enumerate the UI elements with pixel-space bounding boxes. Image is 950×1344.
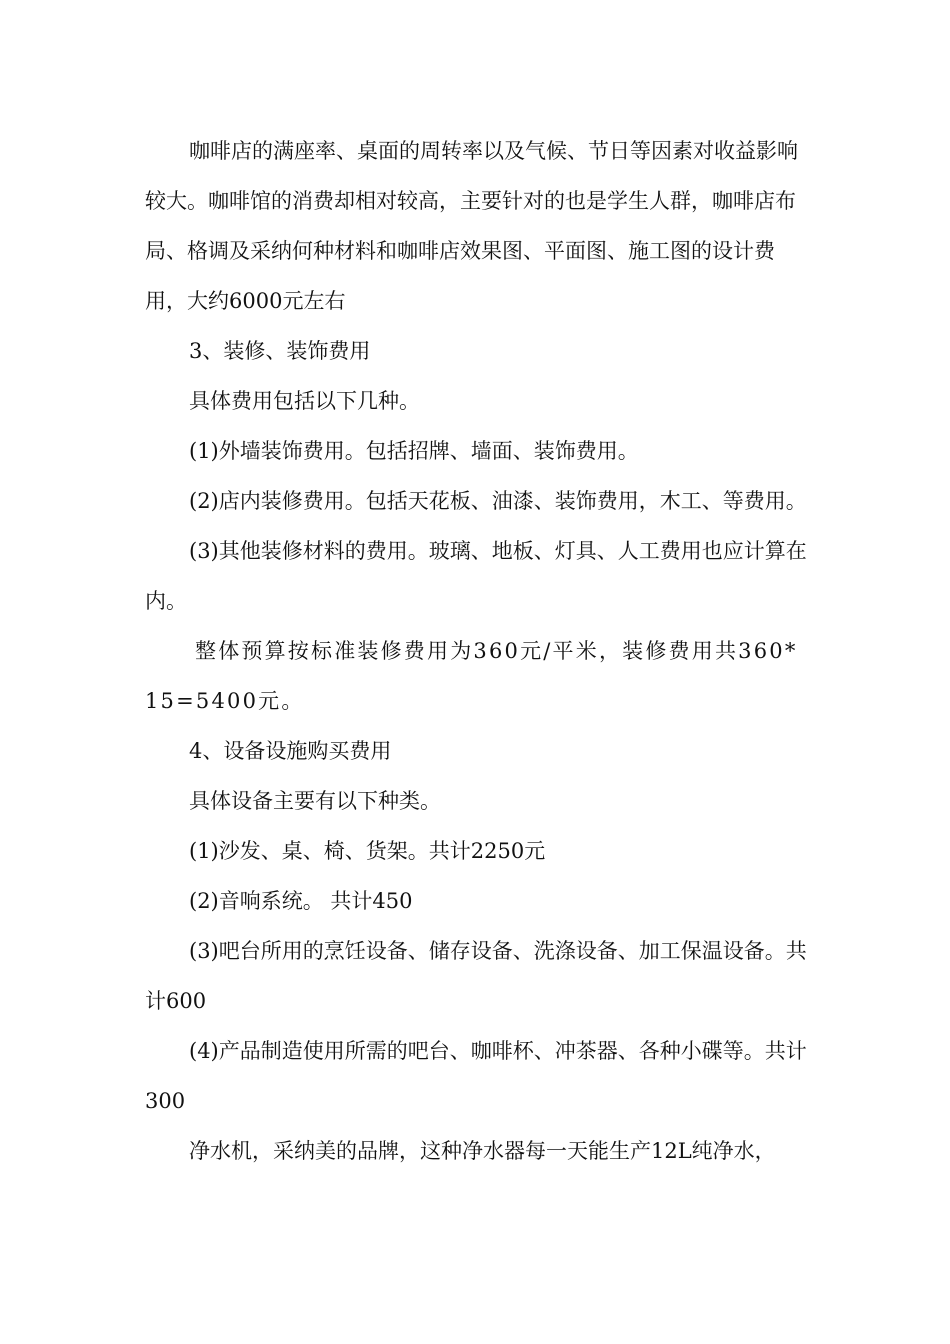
heading-equipment-costs: 4、设备设施购买费用	[189, 739, 392, 763]
list-item-bar-equipment: (3)吧台所用的烹饪设备、储存设备、洗涤设备、加工保温设备。共计600	[145, 939, 807, 1013]
heading-decoration-costs: 3、装修、装饰费用	[189, 339, 371, 363]
paragraph-water-purifier: 净水机，采纳美的品牌，这种净水器每一天能生产12L纯净水，	[189, 1139, 776, 1163]
paragraph-equipment-intro: 具体设备主要有以下种类。	[189, 789, 441, 813]
list-item-production-tools: (4)产品制造使用所需的吧台、咖啡杯、冲茶器、各种小碟等。共计300	[145, 1039, 807, 1113]
list-item-other-materials: (3)其他装修材料的费用。玻璃、地板、灯具、人工费用也应计算在内。	[145, 539, 807, 613]
list-item-exterior: (1)外墙装饰费用。包括招牌、墙面、装饰费用。	[189, 439, 639, 463]
paragraph-budget: 整体预算按标准装修费用为360元/平米，装修费用共360*15=5400元。	[145, 639, 798, 713]
document-body	[145, 126, 810, 1176]
list-item-audio: (2)音响系统。 共计450	[189, 889, 413, 913]
paragraph-cafe-revenue: 咖啡店的满座率、桌面的周转率以及气候、节日等因素对收益影响较大。咖啡馆的消费却相对较高，主要针对的也是学生人群，咖啡店布局、格调及采纳何种材料和咖啡店效果图、平面图、施工图的设计费用，大约6000元左右	[145, 139, 798, 313]
list-item-furniture: (1)沙发、桌、椅、货架。共计2250元	[189, 839, 546, 863]
list-item-interior: (2)店内装修费用。包括天花板、油漆、装饰费用，木工、等费用。	[189, 489, 807, 513]
paragraph-costs-intro: 具体费用包括以下几种。	[189, 389, 420, 413]
